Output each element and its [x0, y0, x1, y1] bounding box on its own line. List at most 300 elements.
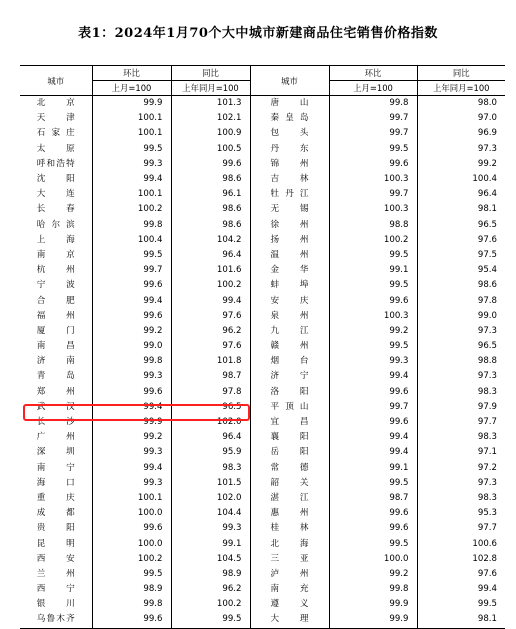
yoy-left-cell: 100.2 [171, 278, 250, 293]
table-row [20, 187, 505, 202]
city-name: 大 理 [270, 614, 309, 625]
yoy-right-cell: 98.1 [417, 612, 505, 628]
city-name: 银 川 [36, 599, 75, 610]
city-name: 海 口 [36, 477, 75, 488]
city-name: 西 宁 [36, 584, 75, 595]
yoy-right-cell: 96.4 [417, 187, 505, 202]
mom-right-cell: 99.7 [329, 400, 417, 415]
city-right-cell [250, 385, 329, 400]
yoy-right-cell: 97.8 [417, 293, 505, 308]
yoy-left-cell: 99.3 [171, 521, 250, 536]
city-right-cell [250, 415, 329, 430]
table-row [20, 309, 505, 324]
yoy-left-cell: 102.0 [171, 491, 250, 506]
table-row [20, 369, 505, 384]
mom-left-cell: 99.8 [92, 218, 171, 233]
city-name: 南 宁 [36, 462, 75, 473]
yoy-left-cell: 98.9 [171, 567, 250, 582]
yoy-right-cell: 99.2 [417, 157, 505, 172]
yoy-right-cell: 99.4 [417, 582, 505, 597]
mom-right-cell: 98.7 [329, 491, 417, 506]
mom-left-cell: 99.8 [92, 354, 171, 369]
city-name: 安 庆 [270, 295, 309, 306]
city-left-cell [20, 430, 92, 445]
city-name: 九 江 [270, 325, 309, 336]
mom-right-cell: 99.6 [329, 385, 417, 400]
mom-right-cell: 99.7 [329, 111, 417, 126]
mom-left-cell: 99.8 [92, 597, 171, 612]
mom-right-cell: 99.9 [329, 612, 417, 628]
city-name: 常 德 [270, 462, 309, 473]
table-row [20, 354, 505, 369]
table-row [20, 430, 505, 445]
mom-left-cell: 99.9 [92, 415, 171, 430]
city-name: 无 锡 [270, 204, 309, 215]
yoy-right-cell: 98.6 [417, 278, 505, 293]
city-name: 昆 明 [36, 538, 75, 549]
city-name: 桂 林 [270, 523, 309, 534]
city-name: 大 连 [36, 189, 75, 200]
yoy-left-cell: 102.1 [171, 111, 250, 126]
mom-left-cell: 99.6 [92, 309, 171, 324]
mom-right-cell: 99.5 [329, 142, 417, 157]
mom-left-cell: 100.4 [92, 233, 171, 248]
city-name: 成 都 [36, 508, 75, 519]
city-left-cell [20, 248, 92, 263]
table-row [20, 202, 505, 217]
city-name: 三 亚 [270, 553, 309, 564]
city-name: 韶 关 [270, 477, 309, 488]
city-left-cell [20, 506, 92, 521]
yoy-left-cell: 95.9 [171, 445, 250, 460]
yoy-left-cell: 99.1 [171, 536, 250, 551]
mom-left-cell: 99.6 [92, 521, 171, 536]
mom-left-cell: 99.2 [92, 324, 171, 339]
mom-left-cell: 99.9 [92, 96, 171, 112]
yoy-right-cell: 98.1 [417, 202, 505, 217]
city-left-cell [20, 445, 92, 460]
table-row [20, 324, 505, 339]
city-name: 广 州 [36, 432, 75, 443]
city-right-cell [250, 476, 329, 491]
yoy-right-cell: 97.0 [417, 111, 505, 126]
table-row [20, 476, 505, 491]
city-left-cell [20, 126, 92, 141]
city-right-cell [250, 536, 329, 551]
mom-left-cell: 99.6 [92, 385, 171, 400]
mom-right-cell: 100.3 [329, 172, 417, 187]
city-left-cell [20, 582, 92, 597]
mom-right-cell: 100.2 [329, 233, 417, 248]
mom-left-cell: 99.4 [92, 461, 171, 476]
city-right-cell [250, 552, 329, 567]
city-right-cell [250, 111, 329, 126]
yoy-right-cell: 95.3 [417, 506, 505, 521]
header-mom-base-right: 上月=100 [329, 81, 417, 96]
yoy-left-cell: 96.4 [171, 248, 250, 263]
city-right-cell [250, 293, 329, 308]
city-right-cell [250, 354, 329, 369]
mom-right-cell: 99.4 [329, 445, 417, 460]
city-left-cell [20, 309, 92, 324]
highlight-box-guangzhou [23, 404, 250, 421]
city-left-cell [20, 157, 92, 172]
city-right-cell [250, 233, 329, 248]
header-yoy-base-right: 上年同月=100 [417, 81, 505, 96]
city-left-cell [20, 552, 92, 567]
header-city-left: 城市 [20, 66, 92, 96]
mom-right-cell: 99.6 [329, 157, 417, 172]
mom-right-cell: 98.8 [329, 218, 417, 233]
yoy-right-cell: 98.3 [417, 430, 505, 445]
yoy-right-cell: 97.9 [417, 400, 505, 415]
city-left-cell [20, 218, 92, 233]
yoy-right-cell: 98.8 [417, 354, 505, 369]
mom-left-cell: 99.5 [92, 567, 171, 582]
city-left-cell [20, 172, 92, 187]
yoy-left-cell: 100.5 [171, 142, 250, 157]
city-name: 岳 阳 [270, 447, 309, 458]
table-row [20, 172, 505, 187]
city-name: 泸 州 [270, 568, 309, 579]
city-name: 泉 州 [270, 310, 309, 321]
yoy-left-cell: 99.6 [171, 157, 250, 172]
city-right-cell [250, 461, 329, 476]
yoy-left-cell: 98.3 [171, 461, 250, 476]
mom-right-cell: 99.2 [329, 324, 417, 339]
mom-right-cell: 100.0 [329, 552, 417, 567]
header-yoy-left: 同比 [171, 66, 250, 81]
mom-right-cell: 99.1 [329, 263, 417, 278]
table-row [20, 233, 505, 248]
mom-right-cell: 99.5 [329, 248, 417, 263]
city-name: 武 汉 [36, 401, 75, 412]
city-left-cell [20, 612, 92, 628]
mom-right-cell: 100.3 [329, 309, 417, 324]
table-row [20, 126, 505, 141]
table-row [20, 506, 505, 521]
city-name: 锦 州 [270, 158, 309, 169]
city-name: 宁 波 [36, 280, 75, 291]
city-left-cell [20, 278, 92, 293]
mom-left-cell: 99.2 [92, 430, 171, 445]
table-row [20, 521, 505, 536]
city-name: 金 华 [270, 265, 309, 276]
mom-left-cell: 100.1 [92, 187, 171, 202]
city-right-cell [250, 142, 329, 157]
yoy-left-cell: 104.4 [171, 506, 250, 521]
city-name: 吉 林 [270, 174, 309, 185]
city-name: 杭 州 [36, 265, 75, 276]
table-row [20, 491, 505, 506]
city-left-cell [20, 567, 92, 582]
table-title: 表1：2024年1月70个大中城市新建商品住宅销售价格指数 [78, 26, 438, 41]
city-name: 南 昌 [36, 341, 75, 352]
city-left-cell [20, 111, 92, 126]
table-row [20, 552, 505, 567]
city-name: 南 京 [36, 249, 75, 260]
table-row [20, 293, 505, 308]
city-right-cell [250, 491, 329, 506]
yoy-right-cell: 96.5 [417, 218, 505, 233]
yoy-right-cell: 96.9 [417, 126, 505, 141]
city-right-cell [250, 400, 329, 415]
city-right-cell [250, 157, 329, 172]
mom-right-cell: 99.1 [329, 461, 417, 476]
city-left-cell [20, 491, 92, 506]
table-row [20, 536, 505, 551]
yoy-left-cell: 100.2 [171, 597, 250, 612]
mom-right-cell: 99.6 [329, 521, 417, 536]
city-name: 秦皇岛 [270, 113, 309, 124]
yoy-left-cell: 97.6 [171, 339, 250, 354]
mom-right-cell: 99.7 [329, 126, 417, 141]
city-name: 乌鲁木齐 [36, 614, 75, 625]
city-right-cell [250, 582, 329, 597]
city-name: 唐 山 [270, 98, 309, 109]
city-name: 贵 阳 [36, 523, 75, 534]
mom-left-cell: 100.1 [92, 111, 171, 126]
yoy-right-cell: 97.6 [417, 567, 505, 582]
city-name: 深 圳 [36, 447, 75, 458]
yoy-right-cell: 98.3 [417, 491, 505, 506]
mom-left-cell: 99.0 [92, 339, 171, 354]
yoy-left-cell: 97.6 [171, 309, 250, 324]
city-right-cell [250, 278, 329, 293]
table-row [20, 248, 505, 263]
yoy-left-cell: 98.6 [171, 202, 250, 217]
mom-left-cell: 99.7 [92, 263, 171, 278]
city-name: 合 肥 [36, 295, 75, 306]
yoy-left-cell: 99.5 [171, 612, 250, 628]
city-name: 襄 阳 [270, 432, 309, 443]
yoy-left-cell: 100.9 [171, 126, 250, 141]
mom-left-cell: 100.2 [92, 552, 171, 567]
yoy-right-cell: 97.3 [417, 369, 505, 384]
header-mom-base-left: 上月=100 [92, 81, 171, 96]
yoy-left-cell: 101.3 [171, 96, 250, 112]
city-right-cell [250, 324, 329, 339]
yoy-right-cell: 97.5 [417, 248, 505, 263]
city-name: 兰 州 [36, 568, 75, 579]
city-name: 丹 东 [270, 143, 309, 154]
mom-right-cell: 99.2 [329, 567, 417, 582]
header-mom-right: 环比 [329, 66, 417, 81]
yoy-right-cell: 97.3 [417, 476, 505, 491]
mom-left-cell: 99.4 [92, 172, 171, 187]
mom-right-cell: 99.5 [329, 476, 417, 491]
mom-right-cell: 99.7 [329, 187, 417, 202]
table-row [20, 278, 505, 293]
city-name: 哈尔滨 [36, 219, 75, 230]
yoy-right-cell: 97.3 [417, 142, 505, 157]
mom-right-cell: 99.8 [329, 582, 417, 597]
yoy-left-cell: 98.6 [171, 172, 250, 187]
city-left-cell [20, 354, 92, 369]
city-name: 石家庄 [36, 128, 75, 139]
table-row [20, 142, 505, 157]
table-row [20, 263, 505, 278]
table-row [20, 461, 505, 476]
yoy-right-cell: 100.4 [417, 172, 505, 187]
city-left-cell [20, 461, 92, 476]
city-name: 南 充 [270, 584, 309, 595]
city-left-cell [20, 476, 92, 491]
city-left-cell [20, 597, 92, 612]
yoy-left-cell: 104.2 [171, 233, 250, 248]
city-right-cell [250, 126, 329, 141]
yoy-right-cell: 95.4 [417, 263, 505, 278]
city-left-cell [20, 202, 92, 217]
table-row [20, 339, 505, 354]
city-left-cell [20, 293, 92, 308]
city-name: 天 津 [36, 113, 75, 124]
header-city-right: 城市 [250, 66, 329, 96]
yoy-left-cell: 104.5 [171, 552, 250, 567]
table-row [20, 597, 505, 612]
city-name: 长 春 [36, 204, 75, 215]
city-right-cell [250, 597, 329, 612]
yoy-left-cell: 102.0 [171, 415, 250, 430]
yoy-left-cell: 98.6 [171, 218, 250, 233]
yoy-left-cell: 101.5 [171, 476, 250, 491]
city-left-cell [20, 521, 92, 536]
city-left-cell [20, 96, 92, 112]
table-row [20, 567, 505, 582]
city-name: 牡丹江 [270, 189, 309, 200]
city-left-cell [20, 187, 92, 202]
yoy-right-cell: 100.6 [417, 536, 505, 551]
mom-left-cell: 100.0 [92, 506, 171, 521]
city-name: 蚌 埠 [270, 280, 309, 291]
yoy-left-cell: 96.4 [171, 430, 250, 445]
city-name: 青 岛 [36, 371, 75, 382]
mom-left-cell: 100.1 [92, 491, 171, 506]
city-right-cell [250, 369, 329, 384]
table-row [20, 111, 505, 126]
city-left-cell [20, 369, 92, 384]
header-row-1 [20, 66, 505, 81]
mom-right-cell: 99.9 [329, 597, 417, 612]
city-name: 扬 州 [270, 234, 309, 245]
mom-right-cell: 99.6 [329, 293, 417, 308]
mom-left-cell: 99.3 [92, 157, 171, 172]
mom-left-cell: 98.9 [92, 582, 171, 597]
city-left-cell [20, 385, 92, 400]
city-name: 厦 门 [36, 325, 75, 336]
yoy-left-cell: 101.6 [171, 263, 250, 278]
mom-left-cell: 99.6 [92, 612, 171, 628]
city-name: 北 海 [270, 538, 309, 549]
mom-left-cell: 100.0 [92, 536, 171, 551]
city-right-cell [250, 445, 329, 460]
city-name: 惠 州 [270, 508, 309, 519]
yoy-right-cell: 98.3 [417, 385, 505, 400]
yoy-right-cell: 97.6 [417, 233, 505, 248]
city-right-cell [250, 202, 329, 217]
city-name: 赣 州 [270, 341, 309, 352]
mom-right-cell: 99.4 [329, 430, 417, 445]
city-right-cell [250, 187, 329, 202]
mom-right-cell: 99.6 [329, 506, 417, 521]
city-name: 烟 台 [270, 356, 309, 367]
mom-left-cell: 99.3 [92, 476, 171, 491]
city-name: 上 海 [36, 234, 75, 245]
mom-right-cell: 99.6 [329, 415, 417, 430]
city-right-cell [250, 263, 329, 278]
table-row [20, 445, 505, 460]
city-name: 平顶山 [270, 401, 309, 412]
city-name: 郑 州 [36, 386, 75, 397]
table-row [20, 385, 505, 400]
mom-left-cell: 99.4 [92, 400, 171, 415]
city-right-cell [250, 218, 329, 233]
city-name: 重 庆 [36, 492, 75, 503]
city-right-cell [250, 248, 329, 263]
mom-left-cell: 100.1 [92, 126, 171, 141]
yoy-right-cell: 97.2 [417, 461, 505, 476]
city-left-cell [20, 233, 92, 248]
city-name: 济 宁 [270, 371, 309, 382]
table-row [20, 96, 505, 112]
city-name: 济 南 [36, 356, 75, 367]
yoy-right-cell: 97.7 [417, 521, 505, 536]
mom-right-cell: 99.8 [329, 96, 417, 112]
city-name: 太 原 [36, 143, 75, 154]
header-yoy-base-left: 上年同月=100 [171, 81, 250, 96]
mom-right-cell: 99.5 [329, 339, 417, 354]
mom-right-cell: 99.3 [329, 354, 417, 369]
yoy-right-cell: 97.3 [417, 324, 505, 339]
city-right-cell [250, 430, 329, 445]
yoy-left-cell: 96.1 [171, 187, 250, 202]
city-right-cell [250, 172, 329, 187]
city-name: 福 州 [36, 310, 75, 321]
table-row [20, 157, 505, 172]
city-name: 徐 州 [270, 219, 309, 230]
yoy-right-cell: 97.7 [417, 415, 505, 430]
city-name: 湛 江 [270, 492, 309, 503]
city-right-cell [250, 521, 329, 536]
yoy-left-cell: 96.5 [171, 400, 250, 415]
mom-right-cell: 99.5 [329, 278, 417, 293]
mom-right-cell: 99.4 [329, 369, 417, 384]
city-left-cell [20, 324, 92, 339]
yoy-left-cell: 97.8 [171, 385, 250, 400]
mom-left-cell: 100.2 [92, 202, 171, 217]
mom-left-cell: 99.3 [92, 445, 171, 460]
city-name: 呼和浩特 [36, 158, 75, 169]
city-right-cell [250, 567, 329, 582]
yoy-right-cell: 102.8 [417, 552, 505, 567]
city-left-cell [20, 263, 92, 278]
yoy-left-cell: 96.2 [171, 582, 250, 597]
yoy-right-cell: 99.0 [417, 309, 505, 324]
mom-left-cell: 99.5 [92, 248, 171, 263]
yoy-left-cell: 101.8 [171, 354, 250, 369]
yoy-left-cell: 99.4 [171, 293, 250, 308]
city-right-cell [250, 506, 329, 521]
yoy-left-cell: 96.2 [171, 324, 250, 339]
yoy-right-cell: 97.1 [417, 445, 505, 460]
header-yoy-right: 同比 [417, 66, 505, 81]
mom-right-cell: 99.5 [329, 536, 417, 551]
city-name: 宜 昌 [270, 417, 309, 428]
table-row [20, 612, 505, 628]
city-left-cell [20, 339, 92, 354]
mom-right-cell: 100.3 [329, 202, 417, 217]
table-row [20, 218, 505, 233]
